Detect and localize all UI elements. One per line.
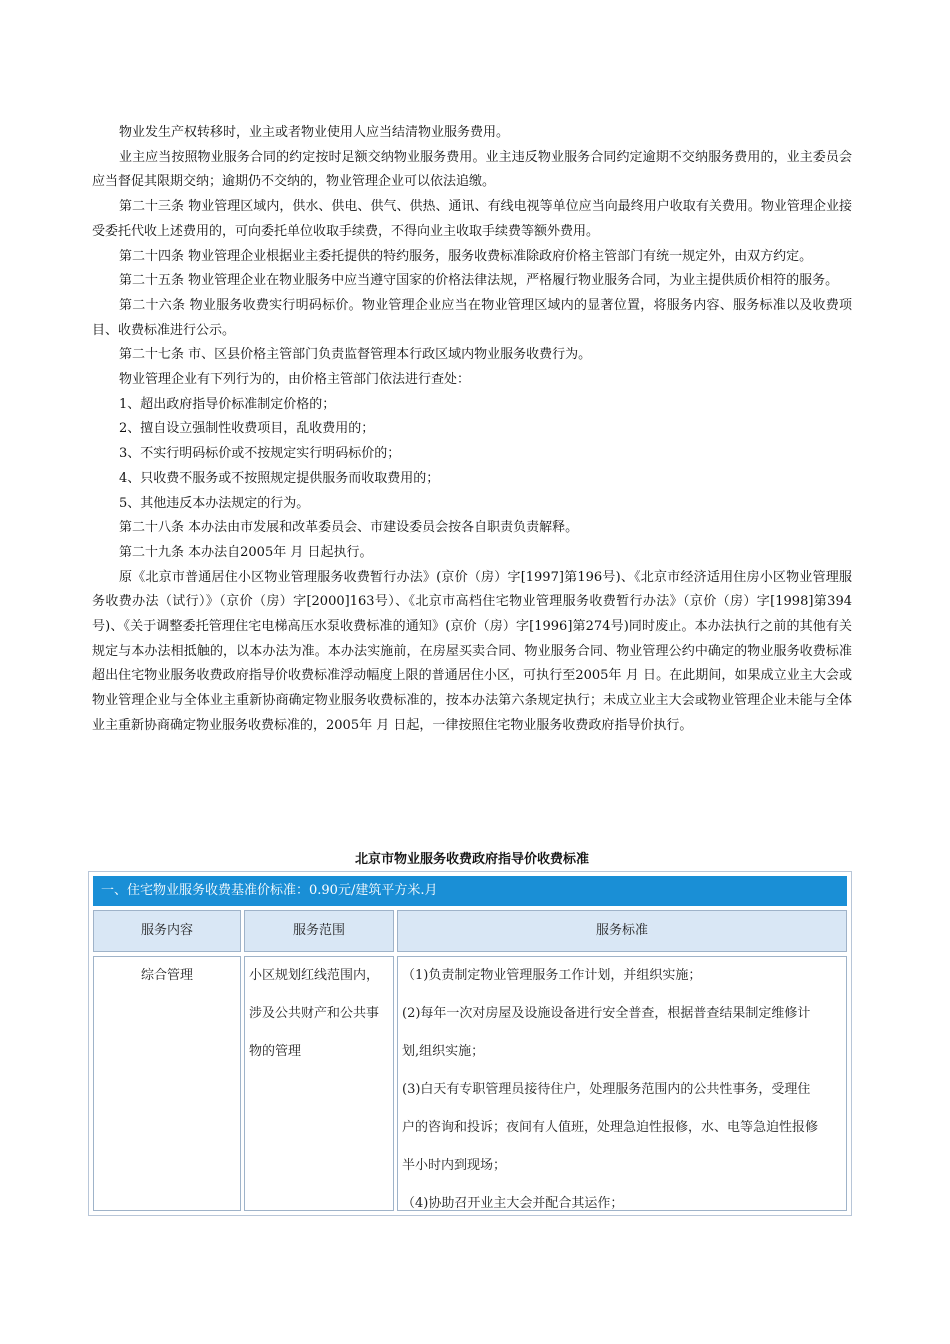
table-cell-standard — [397, 956, 847, 1211]
list-item: 3、不实行明码标价或不按规定实行明码标价的； — [119, 446, 401, 462]
table-cell-content — [93, 956, 241, 1211]
paragraph: 第二十八条 本办法由市发展和改革委员会、市建设委员会按各自职责负责解释。 — [119, 520, 579, 536]
table-cell-scope — [244, 956, 394, 1211]
paragraph: 物业发生产权转移时，业主或者物业使用人应当结清物业服务费用。 — [119, 125, 510, 140]
paragraph: 业主应当按照物业服务合同的约定按时足额交纳物业服务费用。业主违反物业服务合同约定逾期不交纳服务费用的，业主委员会应当督促其限期交纳；逾期仍不交纳的，物业管理企业可以依法追缴。 — [92, 149, 852, 190]
paragraph: 第二十四条 物业管理企业根据业主委托提供的特约服务，服务收费标准除政府价格主管部门有统一规定外，由双方约定。 — [119, 248, 813, 264]
cell-line: 涉及公共财产和公共事 — [249, 1006, 380, 1021]
paragraph: 第二十三条 物业管理区域内，供水、供电、供气、供热、通讯、有线电视等单位应当向最终用户收取有关费用。物业管理企业接受委托代收上述费用的，可向委托单位收取手续费，不得向业主收取手续费等额外费用。 — [92, 199, 852, 239]
fee-standard-table — [88, 871, 852, 1216]
cell-line: 物的管理 — [249, 1044, 302, 1059]
paragraph: 物业管理企业有下列行为的，由价格主管部门依法进行查处： — [119, 372, 471, 388]
cell-text: 综合管理 — [140, 968, 193, 983]
table-title: 北京市物业服务收费政府指导价收费标准 — [354, 852, 589, 867]
list-item: 5、其他违反本办法规定的行为。 — [119, 495, 310, 511]
cell-line: 划,组织实施； — [402, 1044, 485, 1059]
column-header-standard: 服务标准 — [397, 910, 847, 952]
paragraph: 第二十六条 物业服务收费实行明码标价。物业管理企业应当在物业管理区域内的显著位置，将服务内容、服务标准以及收费项目、收费标准进行公示。 — [92, 297, 852, 338]
paragraph: 第二十七条 市、区县价格主管部门负责监督管理本行政区域内物业服务收费行为。 — [119, 347, 592, 363]
paragraph: 原《北京市普通居住小区物业管理服务收费暂行办法》(京价（房）字[1997]第196号)、《北京市经济适用住房小区物业管理服务收费办法（试行）》（京价（房）字[2000]163号）、《北京市高档住宅物业管理服务收费暂行办法》（京价（房）字[1998]第394号)、《关于调整委托管理住宅电梯高压水泵收费标准的通知》(京价（房）字[1996]第274号)同时废止。本办法执行之前的其他有关规定与本办法相抵触的，以本办法为准。本办法实施前，在房屋买卖合同、物业服务合同、物业管理公约中确定的物业服务收费标准超出住宅物业服务收费政府指导价收费标准浮动幅度上限的普通居住小区，可执行至2005年 月 日。在此期间，如果成立业主大会或物业管理企业与全体业主重新协商确定物业服务收费标准的，按本办法第六条规定执行；未成立业主大会或物业管理企业未能与全体业主重新协商确定物业服务收费标准的，2005年 月 日起，一律按照住宅物业服务收费政府指导价执行。 — [92, 569, 852, 733]
cell-line: (3)白天有专职管理员接待住户，处理服务范围内的公共性事务，受理住 — [402, 1082, 811, 1097]
cell-line: 户的咨询和投诉；夜间有人值班，处理急迫性报修，水、电等急迫性报修 — [402, 1120, 819, 1135]
cell-line: （4)协助召开业主大会并配合其运作； — [402, 1196, 624, 1211]
cell-line: (2)每年一次对房屋及设施设备进行安全普查，根据普查结果制定维修计 — [402, 1006, 811, 1021]
list-item: 4、只收费不服务或不按照规定提供服务而收取费用的； — [119, 470, 440, 486]
document-body — [92, 121, 852, 739]
cell-line: （1)负责制定物业管理服务工作计划，并组织实施； — [402, 968, 702, 983]
paragraph: 第二十九条 本办法自2005年 月 日起执行。 — [119, 544, 373, 560]
list-item: 1、超出政府指导价标准制定价格的； — [119, 396, 336, 412]
column-header-content: 服务内容 — [93, 910, 241, 952]
paragraph: 第二十五条 物业管理企业在物业服务中应当遵守国家的价格法律法规，严格履行物业服务合同，为业主提供质价相符的服务。 — [119, 273, 839, 289]
cell-line: 小区规划红线范围内， — [249, 968, 380, 983]
list-item: 2、擅自设立强制性收费项目，乱收费用的； — [119, 421, 375, 437]
table-section-header: 一、住宅物业服务收费基准价标准：0.90元/建筑平方米.月 — [93, 876, 847, 906]
cell-line: 半小时内到现场； — [402, 1158, 507, 1173]
column-header-scope: 服务范围 — [244, 910, 394, 952]
